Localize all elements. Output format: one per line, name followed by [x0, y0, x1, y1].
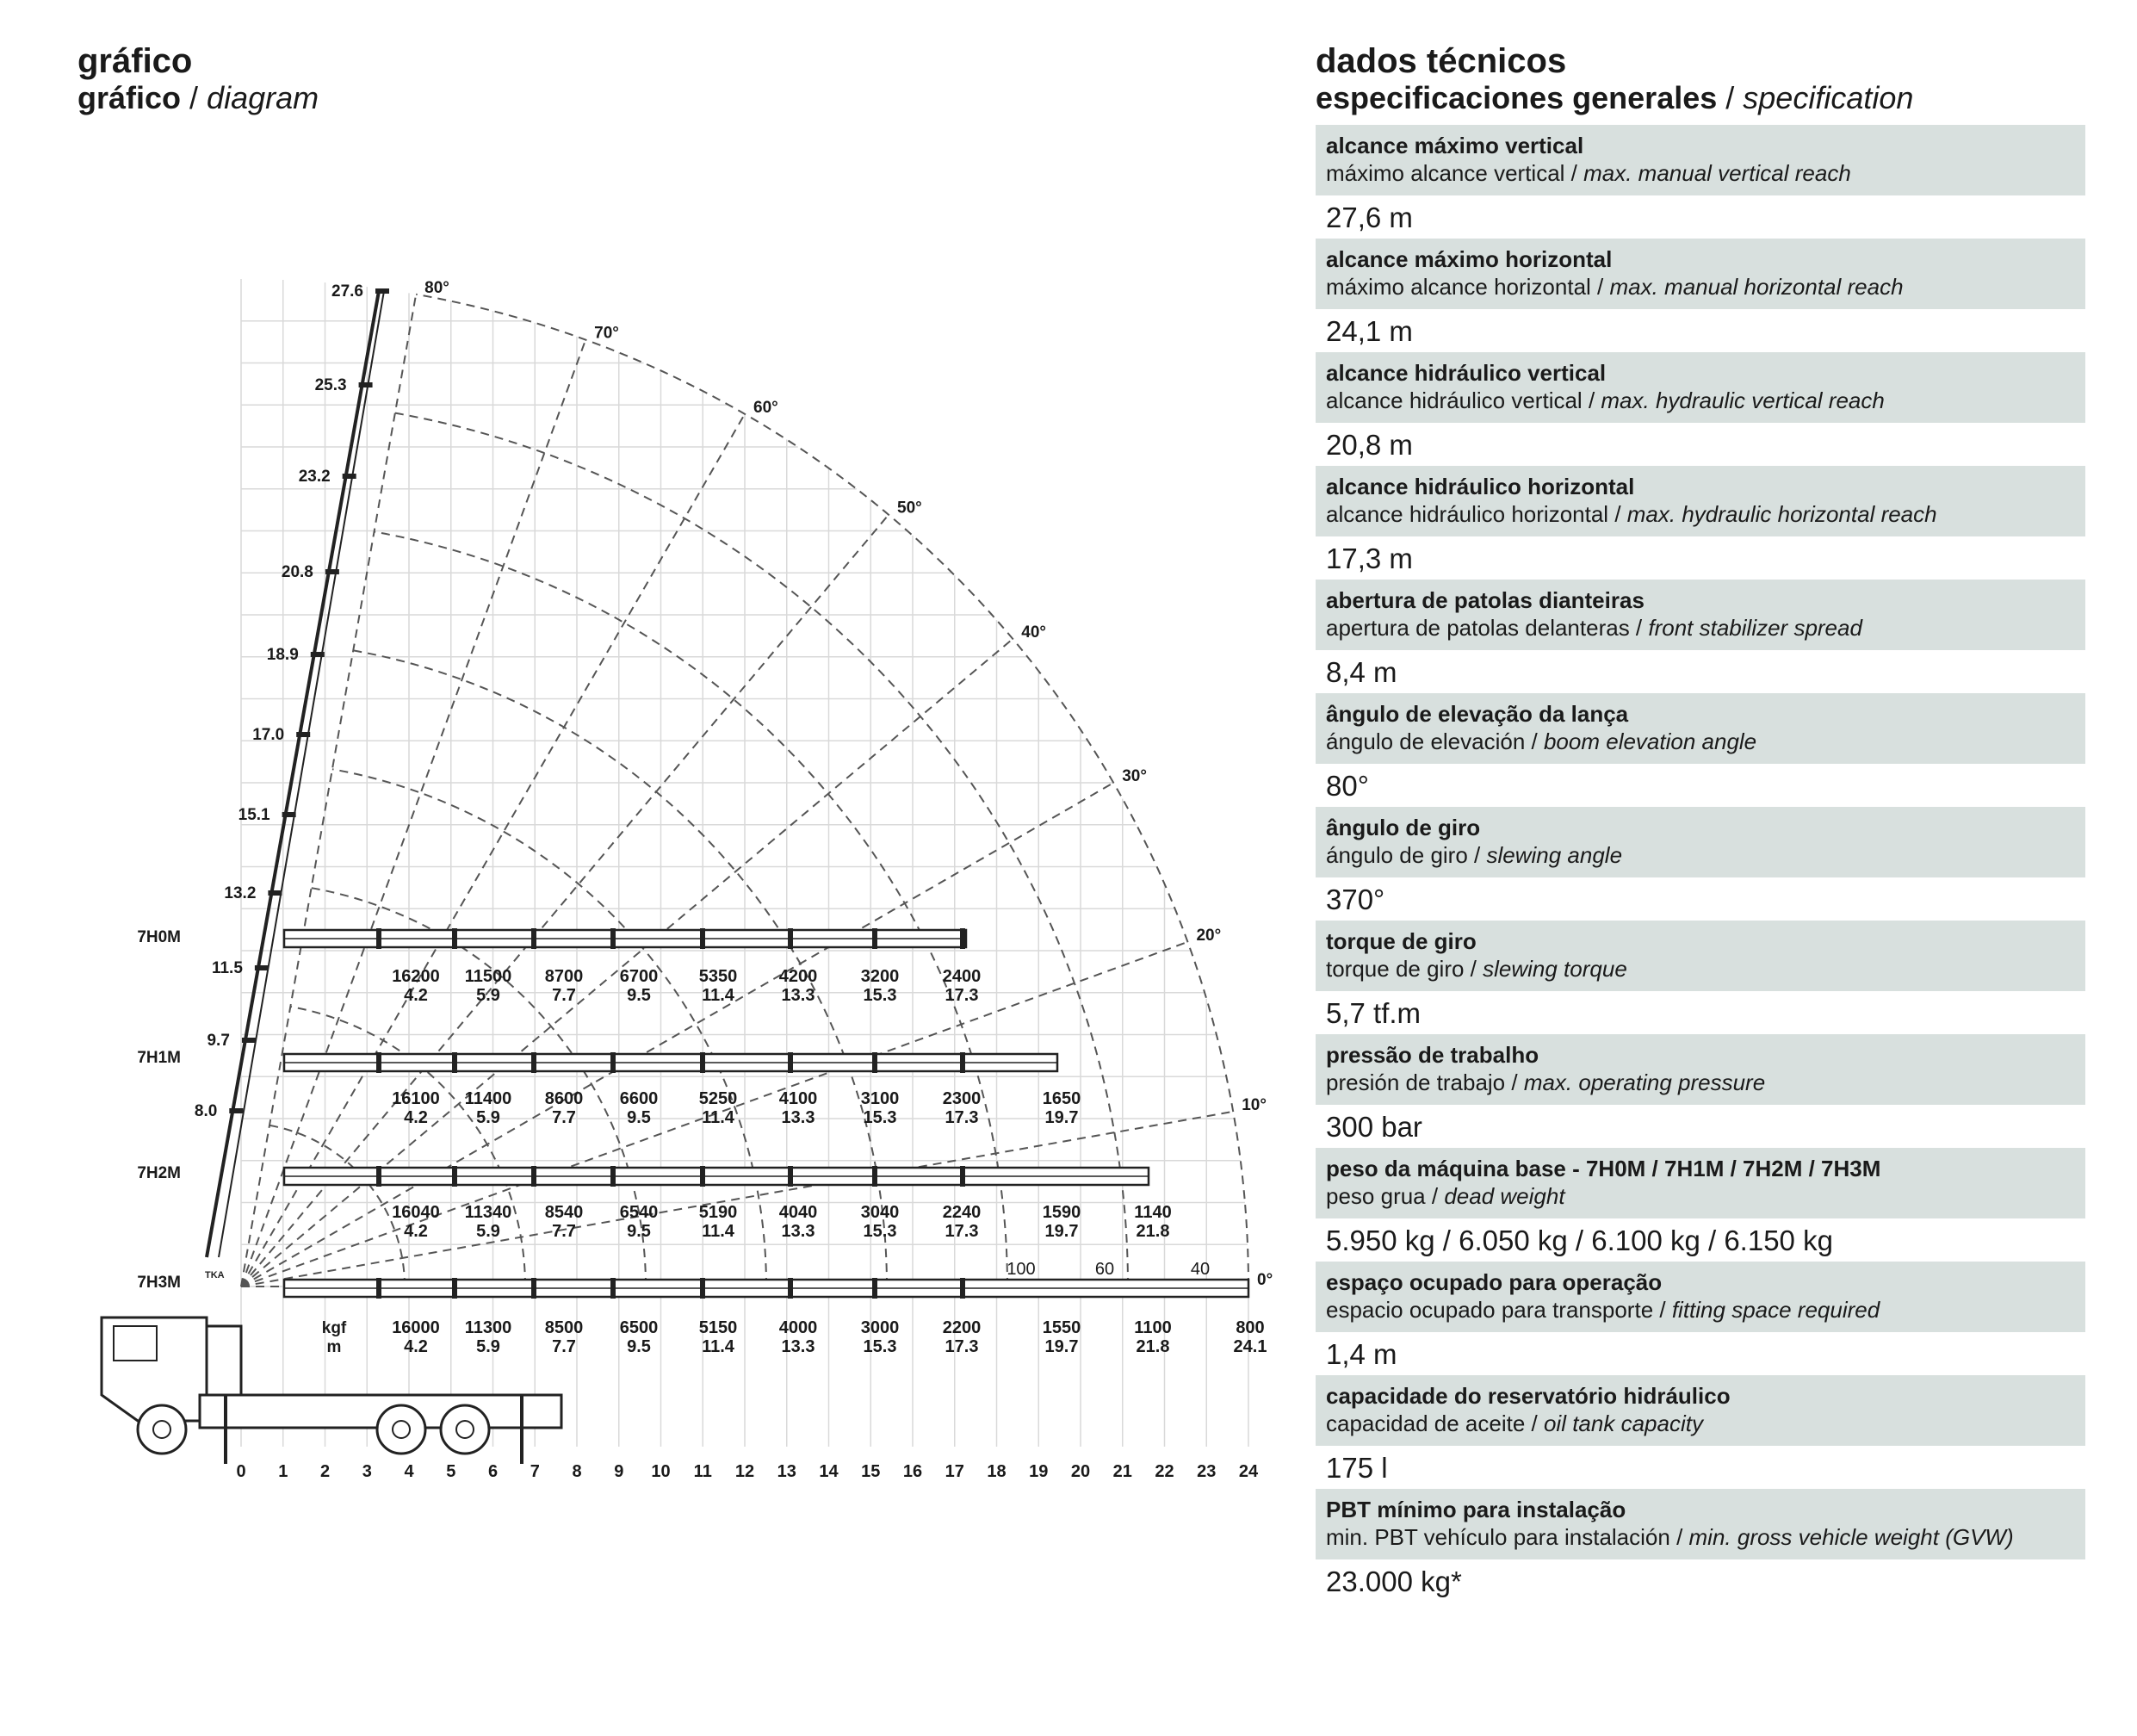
arm-joint: [610, 928, 616, 949]
angle-ray: [241, 639, 1013, 1286]
spec-value: 23.000 kg*: [1326, 1566, 1462, 1597]
spec-row: [1316, 807, 2085, 921]
height-label: 8.0: [194, 1102, 218, 1120]
x-axis-tick: 7: [530, 1462, 540, 1481]
reach-value: 15.3: [863, 986, 897, 1005]
load-value: 8540: [544, 1203, 584, 1222]
diagram-title: gráfico: [77, 42, 193, 80]
load-value: 8600: [544, 1089, 584, 1108]
arm-joint: [610, 1278, 616, 1299]
spec-sub-es: alcance hidráulico horizontal: [1326, 501, 1609, 527]
diagram-subtitle-main: gráfico: [77, 80, 182, 115]
spec-head: [1316, 466, 2085, 536]
load-value: 8500: [544, 1318, 584, 1337]
load-value: 6700: [619, 967, 659, 986]
spec-sub-es: ángulo de elevación: [1326, 728, 1526, 754]
spec-label: ângulo de elevação da lança: [1326, 701, 1629, 727]
crane-logo-text: TKA: [205, 1270, 225, 1280]
arm-joint: [872, 928, 877, 949]
arm-joint: [700, 1052, 705, 1073]
arm-joint: [452, 1052, 457, 1073]
spec-sub-en: max. hydraulic vertical reach: [1601, 388, 1885, 413]
boom-section-joint: [268, 890, 282, 896]
x-axis-tick: 8: [572, 1462, 582, 1481]
x-axis-tick: 10: [651, 1462, 671, 1481]
unit-load-label: kgf: [321, 1319, 347, 1337]
spec-label: PBT mínimo para instalação: [1326, 1497, 1626, 1522]
spec-label: espaço ocupado para operação: [1326, 1269, 1663, 1295]
reach-value: 4.2: [404, 986, 428, 1005]
arm-joint: [960, 1278, 965, 1299]
diagram-subtitle-sep: /: [181, 80, 208, 115]
arm-joint: [376, 1166, 381, 1187]
angle-ray: [241, 294, 416, 1286]
height-label: 15.1: [238, 806, 270, 824]
arm-joint: [960, 1052, 965, 1073]
spec-head: [1316, 807, 2085, 877]
load-value: 11500: [464, 967, 512, 986]
load-value: 5350: [698, 967, 738, 986]
spec-row: [1316, 580, 2085, 693]
spec-label: peso da máquina base - 7H0M / 7H1M / 7H2M / 7H3M: [1326, 1156, 1881, 1181]
height-label: 18.9: [266, 646, 299, 664]
angle-label: 60°: [753, 398, 778, 417]
spec-label: alcance hidráulico vertical: [1326, 360, 1607, 386]
arm-joint: [788, 1278, 793, 1299]
x-axis-tick: 20: [1070, 1462, 1091, 1481]
reach-value: 13.3: [781, 1108, 815, 1127]
spec-sub-es: máximo alcance vertical: [1326, 160, 1565, 186]
load-value: 1650: [1042, 1089, 1081, 1108]
x-axis-tick: 17: [945, 1462, 964, 1481]
x-axis-tick: 4: [404, 1462, 414, 1481]
load-value: 16100: [392, 1089, 440, 1108]
boom-section-joint: [343, 474, 356, 479]
arm-joint: [960, 1166, 965, 1187]
spec-row: [1316, 1262, 2085, 1375]
reach-value: 4.2: [404, 1108, 428, 1127]
load-value: 11400: [464, 1089, 512, 1108]
arm-joint: [531, 928, 536, 949]
height-label: 23.2: [298, 468, 331, 486]
angle-label: 70°: [594, 324, 619, 343]
x-axis-tick: 15: [861, 1462, 881, 1481]
height-label: 9.7: [207, 1032, 230, 1050]
vertical-boom: [207, 288, 389, 1257]
spec-head: [1316, 125, 2085, 195]
load-value: 16200: [392, 967, 440, 986]
spec-sub-es: apertura de patolas delanteras: [1326, 615, 1630, 641]
load-value: 4200: [778, 967, 818, 986]
diagram-subtitle-en: diagram: [207, 80, 319, 115]
load-value: 6540: [619, 1203, 659, 1222]
spec-value: 5.950 kg / 6.050 kg / 6.100 kg / 6.150 kg: [1326, 1224, 1833, 1256]
load-value: 800: [1236, 1318, 1265, 1337]
load-value: 2240: [942, 1203, 982, 1222]
spec-sub-es: presión de trabajo: [1326, 1070, 1506, 1095]
reach-value: 15.3: [863, 1337, 897, 1356]
load-value: 3040: [860, 1203, 900, 1222]
model-label: 7H3M: [137, 1274, 181, 1292]
boom-section-joint: [242, 1038, 256, 1043]
spec-table: [1316, 125, 2085, 1603]
spec-row: [1316, 1489, 2085, 1603]
reach-value: 11.4: [702, 1337, 734, 1356]
load-value: 3000: [860, 1318, 900, 1337]
load-value: 6600: [619, 1089, 659, 1108]
spec-row: [1316, 125, 2085, 239]
spec-sub-es: ángulo de giro: [1326, 842, 1468, 868]
spec-head: [1316, 580, 2085, 650]
spec-value: 300 bar: [1326, 1111, 1422, 1143]
load-value: 2200: [942, 1318, 982, 1337]
reach-value: 9.5: [627, 986, 651, 1005]
x-axis-tick: 22: [1155, 1462, 1174, 1481]
spec-sub: peso grua / dead weight: [1326, 1183, 1565, 1209]
spec-row: [1316, 466, 2085, 580]
x-axis-tick: 9: [614, 1462, 624, 1481]
spec-sub-en: slewing angle: [1486, 842, 1623, 868]
x-axis-tick: 6: [487, 1462, 499, 1481]
extension-mark: 40: [1190, 1260, 1211, 1279]
spec-sub-es: espacio ocupado para transporte: [1326, 1297, 1654, 1323]
load-value: 11340: [464, 1203, 512, 1222]
x-axis-tick: 12: [734, 1462, 755, 1481]
x-axis-tick: 5: [446, 1462, 456, 1481]
spec-row: [1316, 352, 2085, 466]
reach-value: 19.7: [1044, 1108, 1079, 1127]
height-label: 27.6: [331, 282, 363, 301]
boom-section-joint: [296, 732, 310, 737]
height-label: 13.2: [224, 884, 257, 902]
spec-row: [1316, 1034, 2085, 1148]
reach-value: 13.3: [781, 986, 815, 1005]
specs-header: [1316, 41, 1913, 115]
load-value: 1100: [1134, 1318, 1172, 1337]
spec-sub-en: slewing torque: [1483, 956, 1627, 982]
reach-value: 17.3: [945, 1108, 979, 1127]
boom-section-joint: [311, 652, 325, 657]
spec-sub-es: min. PBT vehículo para instalación: [1326, 1524, 1670, 1550]
x-axis-tick: 1: [278, 1462, 288, 1481]
spec-sub-en: oil tank capacity: [1543, 1410, 1703, 1436]
boom-section-joint: [282, 812, 296, 817]
reach-value: 9.5: [627, 1108, 651, 1127]
spec-sub-es: alcance hidráulico vertical: [1326, 388, 1583, 413]
model-label: 7H0M: [137, 928, 181, 946]
arm-joint: [788, 1166, 793, 1187]
arm-joint: [531, 1278, 536, 1299]
spec-head: [1316, 693, 2085, 764]
spec-row: [1316, 1375, 2085, 1489]
spec-head: [1316, 239, 2085, 309]
extension-mark: 60: [1094, 1260, 1115, 1279]
angle-label: 80°: [424, 278, 449, 297]
truck-wheel: [441, 1405, 489, 1454]
reach-value: 19.7: [1044, 1337, 1079, 1356]
load-value: 4000: [778, 1318, 818, 1337]
reach-value: 9.5: [627, 1337, 651, 1356]
arm-joint: [376, 928, 381, 949]
spec-value: 27,6 m: [1326, 202, 1413, 233]
spec-sub-en: front stabilizer spread: [1648, 615, 1862, 641]
arm-joint: [531, 1052, 536, 1073]
load-value: 5250: [698, 1089, 738, 1108]
x-axis-tick: 0: [236, 1462, 246, 1481]
arm-joint: [788, 1052, 793, 1073]
spec-row: [1316, 239, 2085, 352]
spec-row: [1316, 921, 2085, 1034]
x-axis-tick: 3: [362, 1462, 372, 1481]
angle-ray: [241, 1112, 1233, 1286]
x-axis-tick: 19: [1029, 1462, 1049, 1481]
angle-label: 40°: [1021, 623, 1047, 642]
extension-mark: 100: [1007, 1260, 1036, 1279]
x-axis-tick: 2: [319, 1462, 331, 1481]
arm-joint: [872, 1166, 877, 1187]
arm-joint: [610, 1166, 616, 1187]
spec-sub: máximo alcance horizontal / max. manual horizontal reach: [1326, 274, 1904, 300]
spec-sub-es: máximo alcance horizontal: [1326, 274, 1591, 300]
height-label: 25.3: [314, 376, 347, 394]
reach-value: 17.3: [945, 1337, 979, 1356]
reach-value: 17.3: [945, 986, 979, 1005]
spec-head: [1316, 1375, 2085, 1446]
spec-sub-es: torque de giro: [1326, 956, 1465, 982]
spec-value: 17,3 m: [1326, 542, 1413, 574]
spec-sub-en: max. manual vertical reach: [1583, 160, 1851, 186]
load-value: 1550: [1042, 1318, 1081, 1337]
spec-sub-en: dead weight: [1444, 1183, 1565, 1209]
load-value: 2300: [942, 1089, 982, 1108]
model-label: 7H1M: [137, 1049, 181, 1067]
height-label: 17.0: [252, 726, 285, 744]
load-value: 1140: [1134, 1203, 1172, 1222]
reach-value: 9.5: [627, 1222, 651, 1241]
specs-subtitle-sep: /: [1717, 80, 1744, 115]
spec-value: 370°: [1326, 884, 1385, 915]
x-axis-tick: 24: [1238, 1462, 1259, 1481]
height-label: 11.5: [211, 959, 243, 977]
spec-value: 20,8 m: [1326, 429, 1413, 461]
spec-sub: min. PBT vehículo para instalación / min. gross vehicle weight (GVW): [1326, 1524, 2014, 1550]
reach-value: 15.3: [863, 1108, 897, 1127]
reach-value: 13.3: [781, 1337, 815, 1356]
labels: [137, 279, 1273, 1481]
truck-wheel: [377, 1405, 425, 1454]
arm-joint: [610, 1052, 616, 1073]
reach-value: 5.9: [476, 986, 500, 1005]
spec-label: capacidade do reservatório hidráulico: [1326, 1383, 1731, 1409]
boom-section-joint: [229, 1108, 243, 1113]
spec-value: 175 l: [1326, 1452, 1388, 1484]
arm-joint: [872, 1278, 877, 1299]
spec-sub-en: max. hydraulic horizontal reach: [1626, 501, 1937, 527]
spec-label: alcance hidráulico horizontal: [1326, 474, 1635, 499]
arm-joint: [452, 1166, 457, 1187]
load-value: 16000: [392, 1318, 440, 1337]
boom-section-joint: [375, 288, 389, 294]
reach-value: 11.4: [702, 1222, 734, 1241]
spec-head: [1316, 352, 2085, 423]
load-value: 8700: [544, 967, 584, 986]
arm-joint: [700, 1166, 705, 1187]
reach-value: 7.7: [552, 1108, 576, 1127]
spec-row: [1316, 1148, 2085, 1262]
x-axis-tick: 18: [987, 1462, 1007, 1481]
boom-section-joint: [255, 965, 269, 970]
reach-value: 4.2: [404, 1337, 428, 1356]
specs-title: dados técnicos: [1316, 42, 1567, 80]
angle-label: 30°: [1122, 767, 1147, 785]
reach-value: 11.4: [702, 1108, 734, 1127]
arm-joint: [376, 1278, 381, 1299]
reach-value: 7.7: [552, 986, 576, 1005]
spec-label: pressão de trabalho: [1326, 1042, 1539, 1068]
spec-row: [1316, 693, 2085, 807]
arm-joint: [452, 1278, 457, 1299]
spec-value: 24,1 m: [1326, 315, 1413, 347]
x-axis-tick: 13: [777, 1462, 796, 1481]
spec-sub-en: max. manual horizontal reach: [1609, 274, 1904, 300]
spec-sub-es: capacidad de aceite: [1326, 1410, 1526, 1436]
x-axis-tick: 11: [693, 1462, 712, 1481]
reach-value: 11.4: [702, 986, 734, 1005]
load-value: 2400: [942, 967, 982, 986]
spec-sub: ángulo de elevación / boom elevation angle: [1326, 728, 1757, 754]
load-value: 3100: [860, 1089, 900, 1108]
spec-sub: apertura de patolas delanteras / front stabilizer spread: [1326, 615, 1862, 641]
load-value: 11300: [464, 1318, 512, 1337]
arm-joint: [452, 928, 457, 949]
spec-value: 8,4 m: [1326, 656, 1397, 688]
spec-sub: espacio ocupado para transporte / fitting space required: [1326, 1297, 1880, 1323]
crane-base: [207, 1326, 241, 1395]
boom-section-joint: [325, 569, 339, 574]
spec-sub-en: fitting space required: [1671, 1297, 1880, 1323]
spec-label: alcance máximo horizontal: [1326, 246, 1613, 272]
arm-joint: [872, 1052, 877, 1073]
reach-value: 4.2: [404, 1222, 428, 1241]
truck-wheel: [138, 1405, 186, 1454]
angle-label: 20°: [1196, 926, 1222, 945]
spec-head: [1316, 1262, 2085, 1332]
load-value: 16040: [392, 1203, 440, 1222]
arm-joint: [531, 1166, 536, 1187]
spec-sub: capacidad de aceite / oil tank capacity: [1326, 1410, 1703, 1436]
spec-value: 1,4 m: [1326, 1338, 1397, 1370]
x-axis-tick: 23: [1197, 1462, 1217, 1481]
load-value: 6500: [619, 1318, 659, 1337]
load-value: 4100: [778, 1089, 818, 1108]
spec-head: [1316, 1489, 2085, 1559]
spec-head: [1316, 921, 2085, 991]
spec-sub-en: min. gross vehicle weight (GVW): [1688, 1524, 2014, 1550]
spec-label: torque de giro: [1326, 928, 1477, 954]
angle-label: 50°: [897, 499, 922, 518]
load-value: 4040: [778, 1203, 818, 1222]
specs-subtitle-main: especificaciones generales: [1316, 80, 1718, 115]
spec-head: [1316, 1148, 2085, 1218]
spec-sub: presión de trabajo / max. operating pressure: [1326, 1070, 1766, 1095]
reach-value: 21.8: [1136, 1222, 1170, 1241]
reach-value: 19.7: [1044, 1222, 1079, 1241]
reach-value: 15.3: [863, 1222, 897, 1241]
reach-value: 7.7: [552, 1222, 576, 1241]
spec-sub: ángulo de giro / slewing angle: [1326, 842, 1623, 868]
unit-reach-label: m: [326, 1338, 342, 1356]
reach-value: 7.7: [552, 1337, 576, 1356]
spec-sub-es: peso grua: [1326, 1183, 1426, 1209]
spec-head: [1316, 1034, 2085, 1105]
spec-value: 80°: [1326, 770, 1369, 802]
arm-joint: [376, 1052, 381, 1073]
spec-sub: torque de giro / slewing torque: [1326, 956, 1627, 982]
x-axis-tick: 21: [1112, 1462, 1132, 1481]
spec-label: abertura de patolas dianteiras: [1326, 587, 1645, 613]
spec-label: ângulo de giro: [1326, 815, 1481, 840]
angle-label: 10°: [1242, 1095, 1267, 1114]
angle-label: 0°: [1257, 1271, 1273, 1289]
spec-value: 5,7 tf.m: [1326, 997, 1422, 1029]
spec-sub-en: boom elevation angle: [1543, 728, 1757, 754]
specs-subtitle-en: specification: [1743, 80, 1914, 115]
load-value: 5190: [698, 1203, 738, 1222]
specs-subtitle: [1316, 81, 1913, 115]
model-label: 7H2M: [137, 1164, 181, 1182]
reach-value: 5.9: [476, 1337, 500, 1356]
x-axis-tick: 14: [819, 1462, 839, 1481]
load-value: 1590: [1042, 1203, 1081, 1222]
spec-label: alcance máximo vertical: [1326, 133, 1584, 158]
load-value: 5150: [698, 1318, 738, 1337]
reach-value: 13.3: [781, 1222, 815, 1241]
load-value: 3200: [860, 967, 900, 986]
reach-value: 21.8: [1136, 1337, 1170, 1356]
spec-sub: alcance hidráulico vertical / max. hydraulic vertical reach: [1326, 388, 1885, 413]
reach-value: 5.9: [476, 1222, 500, 1241]
boom-section-joint: [359, 382, 373, 388]
reach-value: 24.1: [1233, 1337, 1267, 1356]
arm-joint: [960, 928, 965, 949]
spec-sub: alcance hidráulico horizontal / max. hydraulic horizontal reach: [1326, 501, 1937, 527]
spec-sub: máximo alcance vertical / max. manual vertical reach: [1326, 160, 1851, 186]
reach-arc: [416, 294, 1248, 1286]
x-axis-tick: 16: [902, 1462, 923, 1481]
arm-joint: [788, 928, 793, 949]
reach-value: 17.3: [945, 1222, 979, 1241]
reach-value: 5.9: [476, 1108, 500, 1127]
spec-sub-en: max. operating pressure: [1523, 1070, 1766, 1095]
arm-joint: [700, 1278, 705, 1299]
arm-joint: [700, 928, 705, 949]
height-label: 20.8: [281, 563, 313, 581]
